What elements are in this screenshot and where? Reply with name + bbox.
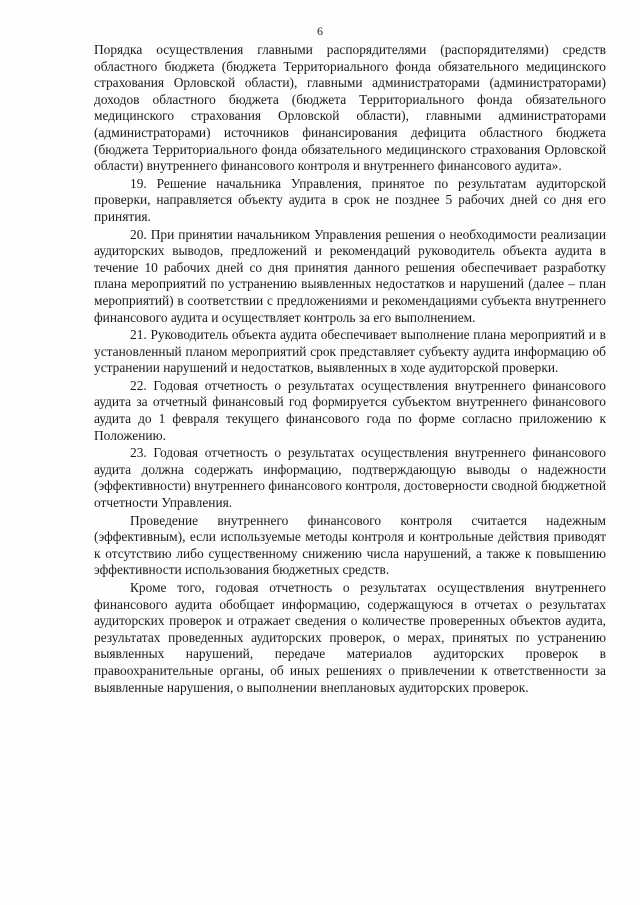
page-number: 6 [317, 24, 323, 38]
document-body [94, 42, 606, 696]
paragraph-20: 20. При принятии начальником Управления решения о необходимости реализации аудиторских выводов, предложений и рекомендаций руководитель объекта аудита в течение 10 рабочих дней со дня принятия данного решения обеспечивает разработку плана мероприятий по устранению выявленных недостатков и нарушений (далее – план мероприятий) в соответствии с предложениями и рекомендациями субъекта внутреннего финансового аудита и осуществляет контроль за его выполнением. [94, 226, 606, 325]
paragraph-21: 21. Руководитель объекта аудита обеспечивает выполнение плана мероприятий и в установленный планом мероприятий срок представляет субъекту аудита информацию об устранении нарушений и недостатков, выявленных в ходе аудиторской проверки. [94, 327, 606, 376]
paragraph-23: 23. Годовая отчетность о результатах осуществления внутреннего финансового аудита должна содержать информацию, подтверждающую выводы о надежности (эффективности) внутреннего финансового контроля, достоверности сводной бюджетной отчетности Управления. [94, 445, 606, 511]
paragraph-19: 19. Решение начальника Управления, принятое по результатам аудиторской проверки, направляется объекту аудита в срок не позднее 5 рабочих дней со дня его принятия. [94, 175, 606, 224]
paragraph-control-reliability: Проведение внутреннего финансового контроля считается надежным (эффективным), если используемые методы контроля и контрольные действия приводят к отсутствию либо существенному снижению числа нарушений, а также к повышению эффективности использования бюджетных средств. [94, 512, 606, 578]
paragraph-22: 22. Годовая отчетность о результатах осуществления внутреннего финансового аудита за отчетный финансовый год формируется субъектом внутреннего финансового аудита до 1 февраля текущего финансового года по форме согласно приложению к Положению. [94, 377, 606, 443]
paragraph-annual-report-summary: Кроме того, годовая отчетность о результатах осуществления внутреннего финансового аудита обобщает информацию, содержащуюся в отчетах о результатах аудиторских проверок и отражает сведения о количестве проверенных объектов аудита, результатах проведенных аудиторских проверок, о мерах, принятых по устранению выявленных нарушений, передаче материалов аудиторских проверок в правоохранительные органы, об иных решениях о привлечении к ответственности за выявленные нарушения, о выполнении внеплановых аудиторских проверок. [94, 580, 606, 695]
paragraph-continuation: Порядка осуществления главными распорядителями (распорядителями) средств областного бюджета (бюджета Территориального фонда обязательного медицинского страхования Орловской области), главными администраторами (администраторами) доходов областного бюджета (бюджета Территориального фонда обязательного медицинского страхования Орловской области), главными администраторами (администраторами) источников финансирования дефицита областного бюджета (бюджета Территориального фонда обязательного медицинского страхования Орловской области) внутреннего финансового контроля и внутреннего финансового аудита». [94, 42, 606, 174]
